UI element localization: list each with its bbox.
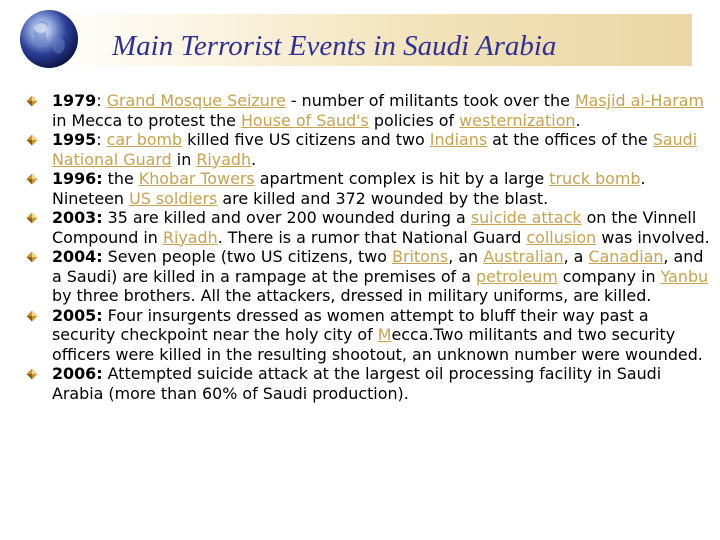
event-text: - number of militants took over the (285, 91, 575, 110)
event-text: are killed and 372 wounded by the blast. (217, 188, 549, 208)
event-link[interactable]: car bomb (106, 130, 183, 149)
event-text: , a (563, 247, 589, 266)
event-text: in (171, 149, 197, 169)
event-link[interactable]: House of Saud's (240, 110, 369, 130)
event-item (24, 247, 712, 306)
event-item (24, 169, 712, 208)
event-text: killed five US citizens and two (182, 130, 430, 149)
event-list (24, 91, 712, 403)
event-item (24, 91, 712, 130)
event-link[interactable]: Britons (392, 247, 449, 266)
event-text: policies of (368, 110, 460, 130)
event-link[interactable]: westernization (459, 110, 576, 130)
event-text: Attempted suicide attack at the largest oil processing facility in Saudi Arabia (more than 60% of Saudi production). (52, 364, 662, 403)
event-link[interactable]: Riyadh (196, 149, 252, 169)
event-link[interactable]: Canadian (588, 247, 664, 266)
event-text: was involved. (596, 227, 710, 247)
event-link[interactable]: petroleum (476, 266, 558, 286)
event-text: company in (557, 266, 661, 286)
event-link[interactable]: M (377, 325, 392, 344)
event-year: 2006: (52, 364, 103, 383)
event-text: apartment complex is hit by a large (254, 169, 550, 188)
event-text: in Mecca to protest the (52, 110, 241, 130)
event-text: ecca.Two militants and two security officers were killed in the resulting shootout, an unknown number were wounded. (52, 325, 703, 364)
event-link[interactable]: US soldiers (129, 188, 218, 208)
event-link[interactable]: Indians (429, 130, 488, 149)
diamond-bullet-icon (26, 134, 38, 146)
event-text: on the Vinnell Compound in (52, 208, 697, 247)
event-text: Four insurgents dressed as women attempt to bluff their way past a security checkpoint near the holy city of (52, 305, 649, 344)
diamond-bullet-icon (26, 212, 38, 224)
event-text: : (96, 91, 107, 110)
event-link[interactable]: Grand Mosque Seizure (106, 91, 286, 110)
event-link[interactable]: suicide attack (470, 208, 582, 227)
event-text: , and a Saudi) are killed in a rampage at the premises of a (52, 247, 704, 286)
event-link[interactable]: Australian (483, 247, 564, 266)
event-link[interactable]: Masjid al-Haram (574, 91, 704, 110)
slide-title: Main Terrorist Events in Saudi Arabia (112, 30, 557, 62)
event-year: 2003: (52, 208, 103, 227)
diamond-bullet-icon (26, 368, 38, 380)
globe-icon (18, 8, 80, 70)
event-text: at the offices of the (487, 130, 653, 149)
event-link[interactable]: Saudi National Guard (52, 130, 698, 169)
event-link[interactable]: Riyadh (162, 227, 218, 247)
diamond-bullet-icon (26, 310, 38, 322)
diamond-bullet-icon (26, 173, 38, 185)
event-text: the (102, 169, 139, 188)
event-year: 2004: (52, 247, 103, 266)
event-text: Seven people (two US citizens, two (102, 247, 393, 266)
event-year: 1995 (52, 130, 97, 149)
event-item (24, 364, 712, 403)
event-link[interactable]: collusion (526, 227, 597, 247)
event-year: 2005: (52, 305, 103, 325)
event-link[interactable]: truck bomb (549, 169, 641, 188)
event-text: by three brothers. All the attackers, dressed in military uniforms, are killed. (52, 286, 652, 305)
event-text: , an (448, 247, 484, 266)
event-text: : (96, 130, 107, 149)
event-text: . Nineteen (52, 169, 646, 208)
event-item (24, 130, 712, 169)
event-item (24, 306, 712, 365)
event-link[interactable]: Khobar Towers (138, 169, 255, 188)
event-year: 1979 (52, 91, 97, 110)
diamond-bullet-icon (26, 95, 38, 107)
diamond-bullet-icon (26, 251, 38, 263)
event-year: 1996: (52, 169, 103, 188)
event-text: . (251, 149, 257, 169)
event-item (24, 208, 712, 247)
event-text: . There is a rumor that National Guard (217, 227, 527, 247)
event-text: . (575, 110, 581, 130)
event-link[interactable]: Yanbu (660, 266, 709, 286)
event-text: 35 are killed and over 200 wounded during a (102, 208, 471, 227)
